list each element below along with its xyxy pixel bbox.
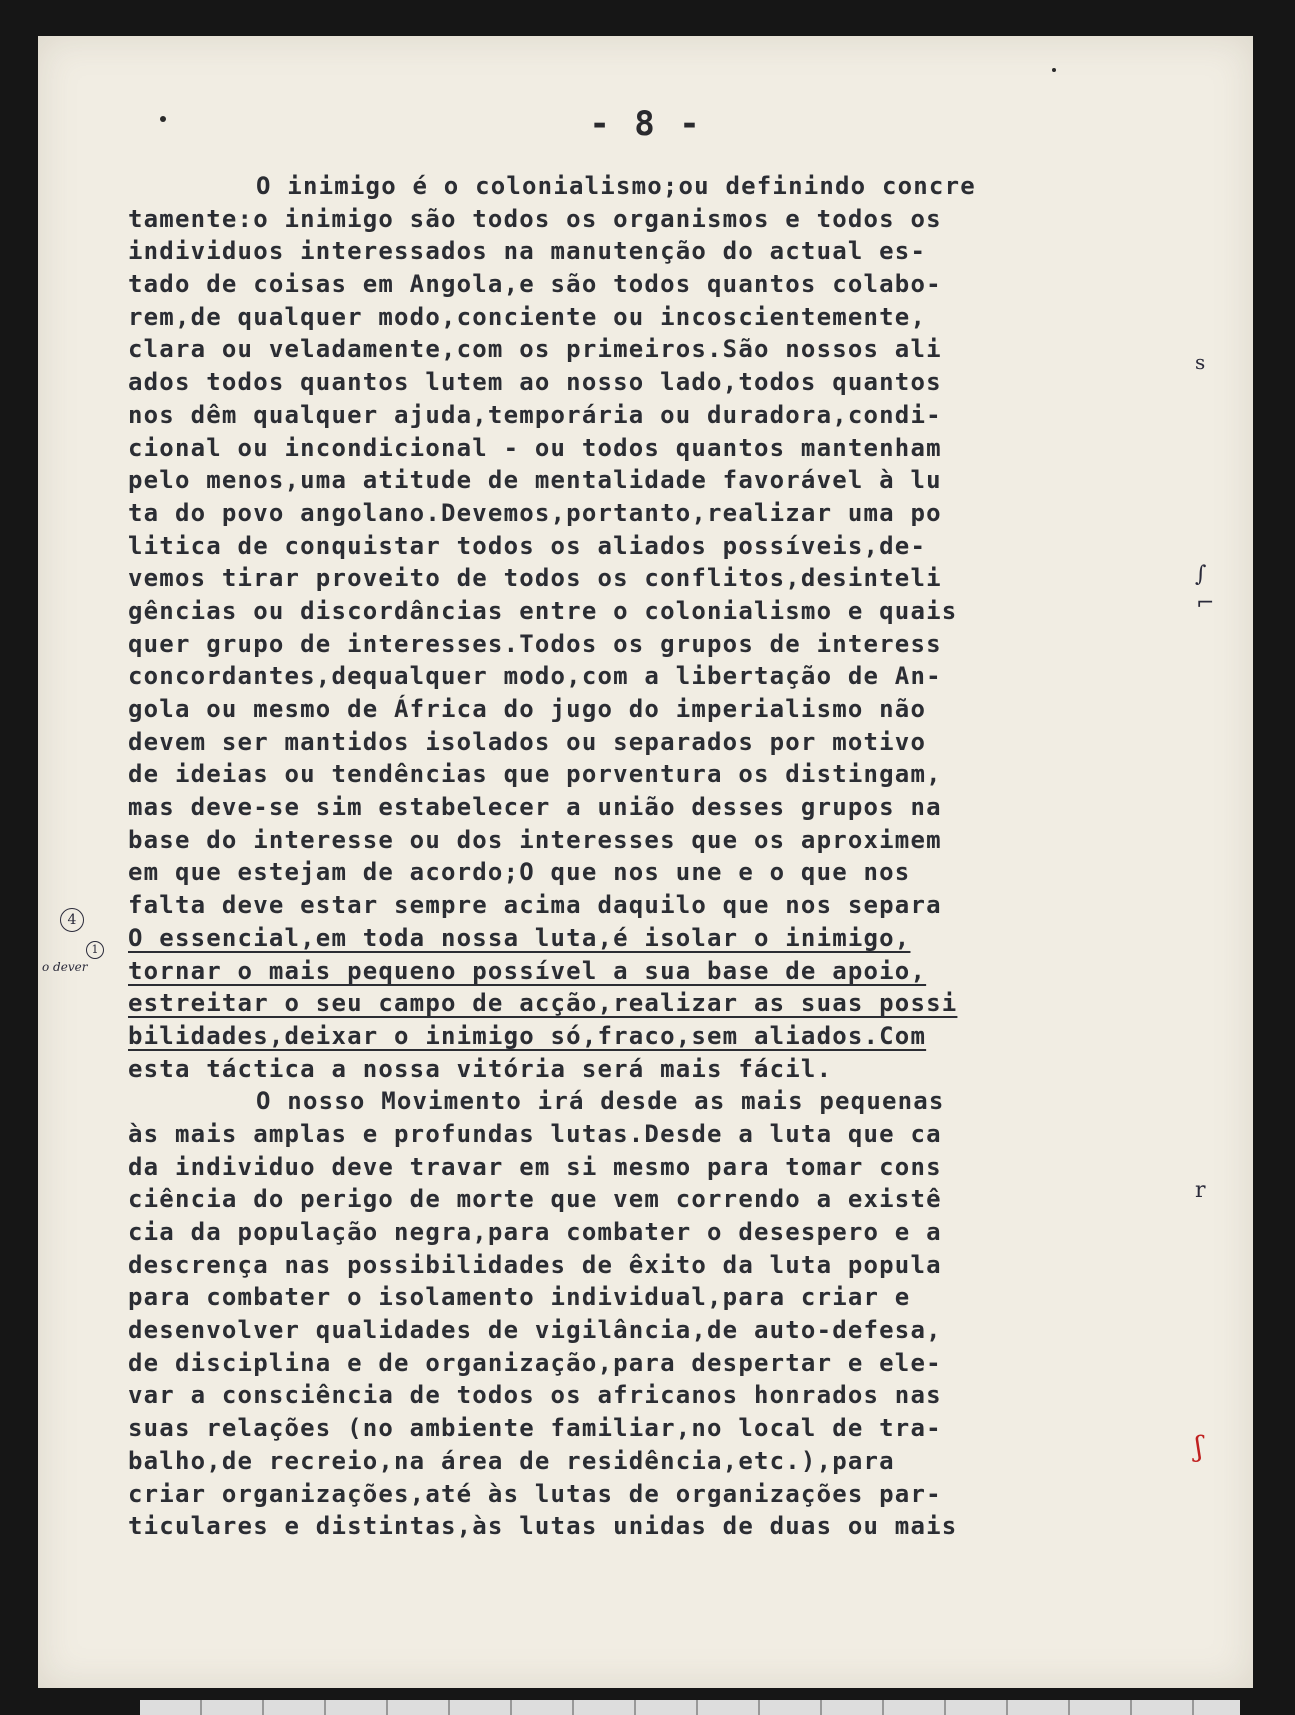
speck-mark — [1052, 68, 1056, 72]
text-line: ados todos quantos lutem ao nosso lado,todos quantos — [128, 368, 942, 397]
text-line: concordantes,dequalquer modo,com a libertação de An- — [128, 662, 942, 691]
margin-note-right: s — [1195, 350, 1206, 374]
text-line: devem ser mantidos isolados ou separados por motivo — [128, 727, 927, 756]
text-line: falta deve estar sempre acima daquilo que nos separa — [128, 891, 942, 920]
text-line: ciência do perigo de morte que vem correndo a existê — [128, 1185, 942, 1214]
text-line: em que estejam de acordo;O que nos une e o que nos — [128, 858, 911, 887]
text-line: clara ou veladamente,com os primeiros.São nossos ali — [128, 335, 942, 364]
margin-note-left-circled — [60, 908, 84, 932]
text-line: gências ou discordâncias entre o colonialismo e quais — [128, 596, 958, 625]
text-line: estreitar o seu campo de acção,realizar as suas possi — [128, 989, 958, 1018]
document-page — [38, 36, 1253, 1688]
circled-number: 4 — [60, 908, 84, 932]
page-number: - 8 - — [589, 104, 702, 144]
text-line: pelo menos,uma atitude de mentalidade favorável à lu — [128, 466, 942, 495]
text-line: balho,de recreio,na área de residência,etc.),para — [128, 1446, 895, 1475]
text-line: tamente:o inimigo são todos os organismos e todos os — [128, 204, 942, 233]
text-line: quer grupo de interesses.Todos os grupos de interess — [128, 629, 942, 658]
text-line: cia da população negra,para combater o desespero e a — [128, 1218, 942, 1246]
margin-note-right: ⌐ — [1196, 591, 1215, 616]
text-line: ticulares e distintas,às lutas unidas de duas ou mais — [128, 1512, 958, 1541]
text-line: tornar o mais pequeno possível a sua base de apoio, — [128, 956, 927, 985]
text-line: O essencial,em toda nossa luta,é isolar o inimigo, — [128, 923, 911, 952]
text-line: O nosso Movimento irá desde as mais pequenas — [256, 1087, 945, 1116]
text-line: rem,de qualquer modo,conciente ou incoscientemente, — [128, 302, 927, 331]
text-line: criar organizações,até às lutas de organizações par- — [128, 1479, 942, 1508]
text-line: para combater o isolamento individual,para criar e — [128, 1283, 911, 1312]
margin-note-red: ʃ — [1195, 1430, 1203, 1463]
text-line: tado de coisas em Angola,e são todos quantos colabo- — [128, 270, 942, 299]
text-line: litica de conquistar todos os aliados possíveis,de- — [128, 531, 927, 560]
text-line: de ideias ou tendências que porventura os distingam, — [128, 760, 942, 789]
text-line: base do interesse ou dos interesses que os aproximem — [128, 825, 942, 854]
text-line: esta táctica a nossa vitória será mais fácil. — [128, 1054, 833, 1083]
margin-note-left-circled — [86, 938, 104, 959]
text-line: var a consciência de todos os africanos honrados nas — [128, 1381, 942, 1410]
text-line: às mais amplas e profundas lutas.Desde a luta que ca — [128, 1119, 942, 1148]
circled-number: 1 — [86, 941, 104, 959]
margin-note-handwriting: o dever — [42, 960, 88, 974]
scan-scale-bar — [140, 1700, 1240, 1715]
text-line: bilidades,deixar o inimigo só,fraco,sem aliados.Com — [128, 1021, 927, 1050]
text-line: mas deve-se sim estabelecer a união desses grupos na — [128, 793, 942, 822]
text-line: desenvolver qualidades de vigilância,de auto-defesa, — [128, 1316, 942, 1345]
text-line: suas relações (no ambiente familiar,no local de tra- — [128, 1414, 942, 1443]
margin-note-right: r — [1195, 1178, 1206, 1203]
text-line: descrença nas possibilidades de êxito da luta popula — [128, 1250, 942, 1279]
text-line: O inimigo é o colonialismo;ou definindo concre — [256, 172, 976, 200]
text-line: de disciplina e de organização,para despertar e ele- — [128, 1348, 942, 1377]
typed-body-text — [128, 170, 1188, 1543]
text-line: ta do povo angolano.Devemos,portanto,realizar uma po — [128, 498, 942, 527]
text-line: gola ou mesmo de África do jugo do imperialismo não — [128, 695, 927, 723]
text-line: individuos interessados na manutenção do actual es- — [128, 237, 927, 266]
margin-note-right: ∫ — [1195, 562, 1207, 587]
text-line: da individuo deve travar em si mesmo para tomar cons — [128, 1152, 942, 1181]
text-line: cional ou incondicional - ou todos quantos mantenham — [128, 433, 942, 462]
text-line: nos dêm qualquer ajuda,temporária ou duradora,condi- — [128, 400, 942, 429]
text-line: vemos tirar proveito de todos os conflitos,desinteli — [128, 564, 942, 593]
